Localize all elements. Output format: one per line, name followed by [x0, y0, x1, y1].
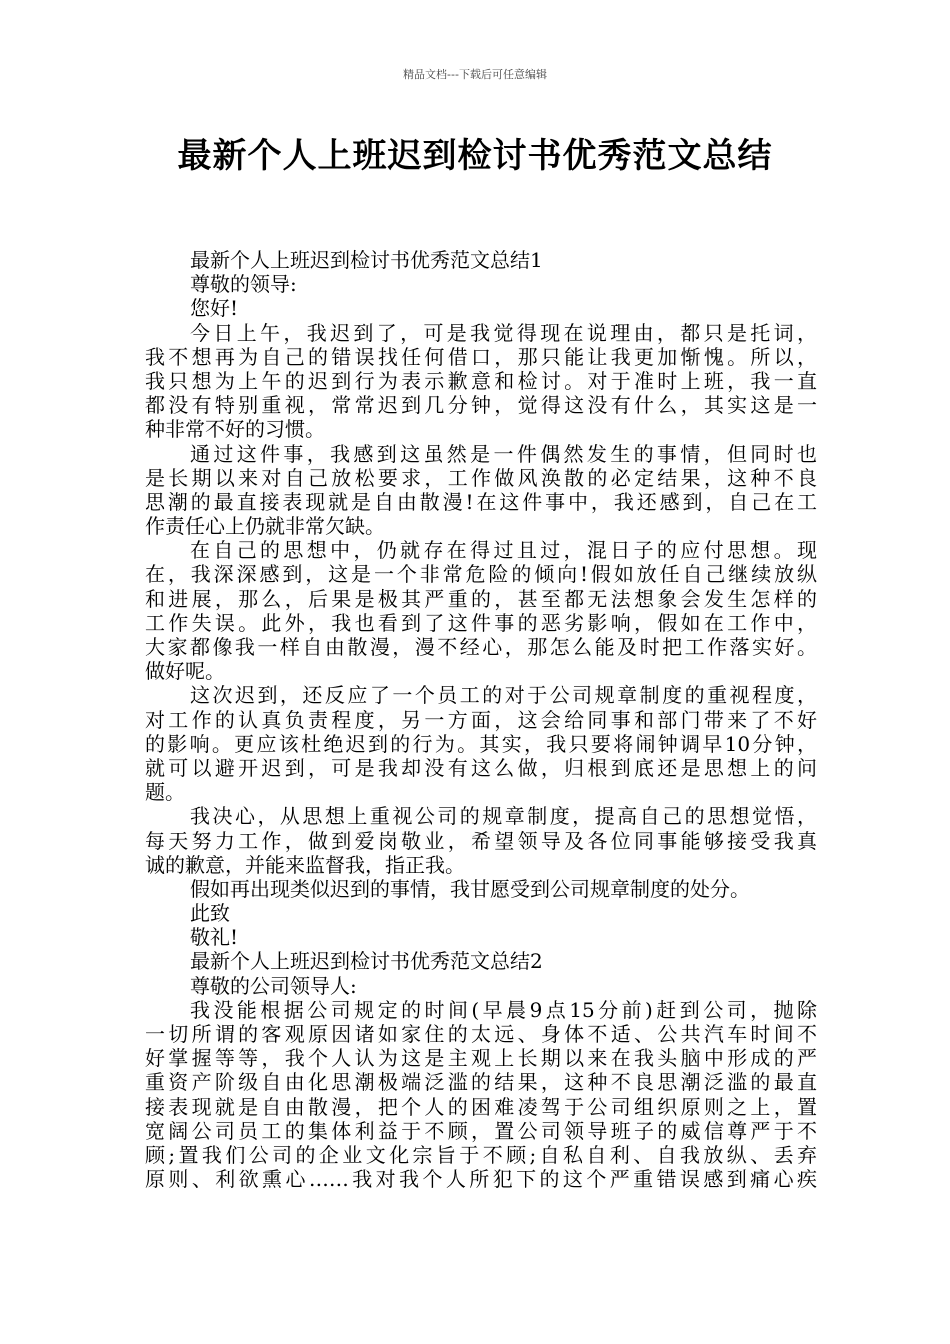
- header-note: 精品文档---下载后可任意编辑: [403, 68, 547, 81]
- body-line: 今日上午，我迟到了，可是我觉得现在说理由，都只是托词，: [190, 320, 817, 345]
- body-line: 最新个人上班迟到检讨书优秀范文总结1: [190, 248, 543, 272]
- body-line: 在，我深深感到，这是一个非常危险的倾向!假如放任自己继续放纵: [145, 562, 817, 587]
- body-line: 您好!: [190, 296, 239, 321]
- body-line: 题。: [145, 780, 185, 805]
- body-line: 最新个人上班迟到检讨书优秀范文总结2: [190, 949, 543, 974]
- body-line: 我不想再为自己的错误找任何借口，那只能让我更加惭愧。所以，: [145, 344, 817, 369]
- body-line: 假如再出现类似迟到的事情，我甘愿受到公司规章制度的处分。: [190, 876, 750, 901]
- body-line: 就可以避开迟到，可是我却没有这么做，归根到底还是思想上的问: [145, 755, 817, 780]
- body-line: 我只想为上午的迟到行为表示歉意和检讨。对于准时上班，我一直: [145, 368, 817, 393]
- body-line: 通过这件事，我感到这虽然是一件偶然发生的事情，但同时也: [190, 441, 817, 466]
- body-line: 种非常不好的习惯。: [145, 417, 325, 442]
- body-line: 接表现就是自由散漫，把个人的困难凌驾于公司组织原则之上，置: [145, 1094, 817, 1119]
- body-line: 原则、利欲熏心……我对我个人所犯下的这个严重错误感到痛心疾: [145, 1167, 817, 1192]
- document-title: 最新个人上班迟到检讨书优秀范文总结: [177, 136, 773, 176]
- body-line: 尊敬的领导:: [190, 272, 297, 297]
- body-line: 我没能根据公司规定的时间(早晨9点15分前)赶到公司，抛除: [190, 997, 817, 1022]
- body-line: 思潮的最直接表现就是自由散漫!在这件事中，我还感到，自己在工: [145, 489, 817, 514]
- body-line: 的影响。更应该杜绝迟到的行为。其实，我只要将闹钟调早10分钟，: [145, 731, 817, 756]
- body-line: 顾;置我们公司的企业文化宗旨于不顾;自私自利、自我放纵、丢弃: [145, 1142, 817, 1167]
- body-line: 好掌握等等，我个人认为这是主观上长期以来在我头脑中形成的严: [145, 1046, 817, 1071]
- body-line: 是长期以来对自己放松要求，工作做风涣散的必定结果，这种不良: [145, 465, 817, 490]
- body-line: 敬礼!: [190, 925, 239, 950]
- body-line: 这次迟到，还反应了一个员工的对于公司规章制度的重视程度，: [190, 683, 817, 708]
- body-line: 大家都像我一样自由散漫，漫不经心，那怎么能及时把工作落实好。: [145, 635, 817, 659]
- body-line: 重资产阶级自由化思潮极端泛滥的结果，这种不良思潮泛滥的最直: [145, 1070, 817, 1095]
- body-line: 在自己的思想中，仍就存在得过且过，混日子的应付思想。现: [190, 538, 817, 563]
- body-line: 对工作的认真负责程度，另一方面，这会给同事和部门带来了不好: [145, 707, 817, 732]
- body-line: 尊敬的公司领导人:: [190, 973, 357, 998]
- body-line: 和进展，那么，后果是极其严重的，甚至都无法想象会发生怎样的: [145, 586, 817, 611]
- body-line: 宽阔公司员工的集体利益于不顾，置公司领导班子的威信尊严于不: [145, 1118, 817, 1143]
- body-line: 此致: [190, 901, 230, 926]
- document-body: [145, 248, 817, 1191]
- body-line: 一切所谓的客观原因诸如家住的太远、身体不适、公共汽车时间不: [145, 1022, 817, 1046]
- body-line: 做好呢。: [145, 659, 225, 684]
- body-line: 诚的歉意，并能来监督我，指正我。: [145, 852, 465, 877]
- body-line: 都没有特别重视，常常迟到几分钟，觉得这没有什么，其实这是一: [145, 393, 817, 418]
- body-line: 作责任心上仍就非常欠缺。: [145, 514, 385, 539]
- body-line: 我决心，从思想上重视公司的规章制度，提高自己的思想觉悟，: [190, 804, 817, 829]
- body-line: 每天努力工作，做到爱岗敬业，希望领导及各位同事能够接受我真: [145, 828, 817, 853]
- body-line: 工作失误。此外，我也看到了这件事的恶劣影响，假如在工作中，: [145, 610, 817, 635]
